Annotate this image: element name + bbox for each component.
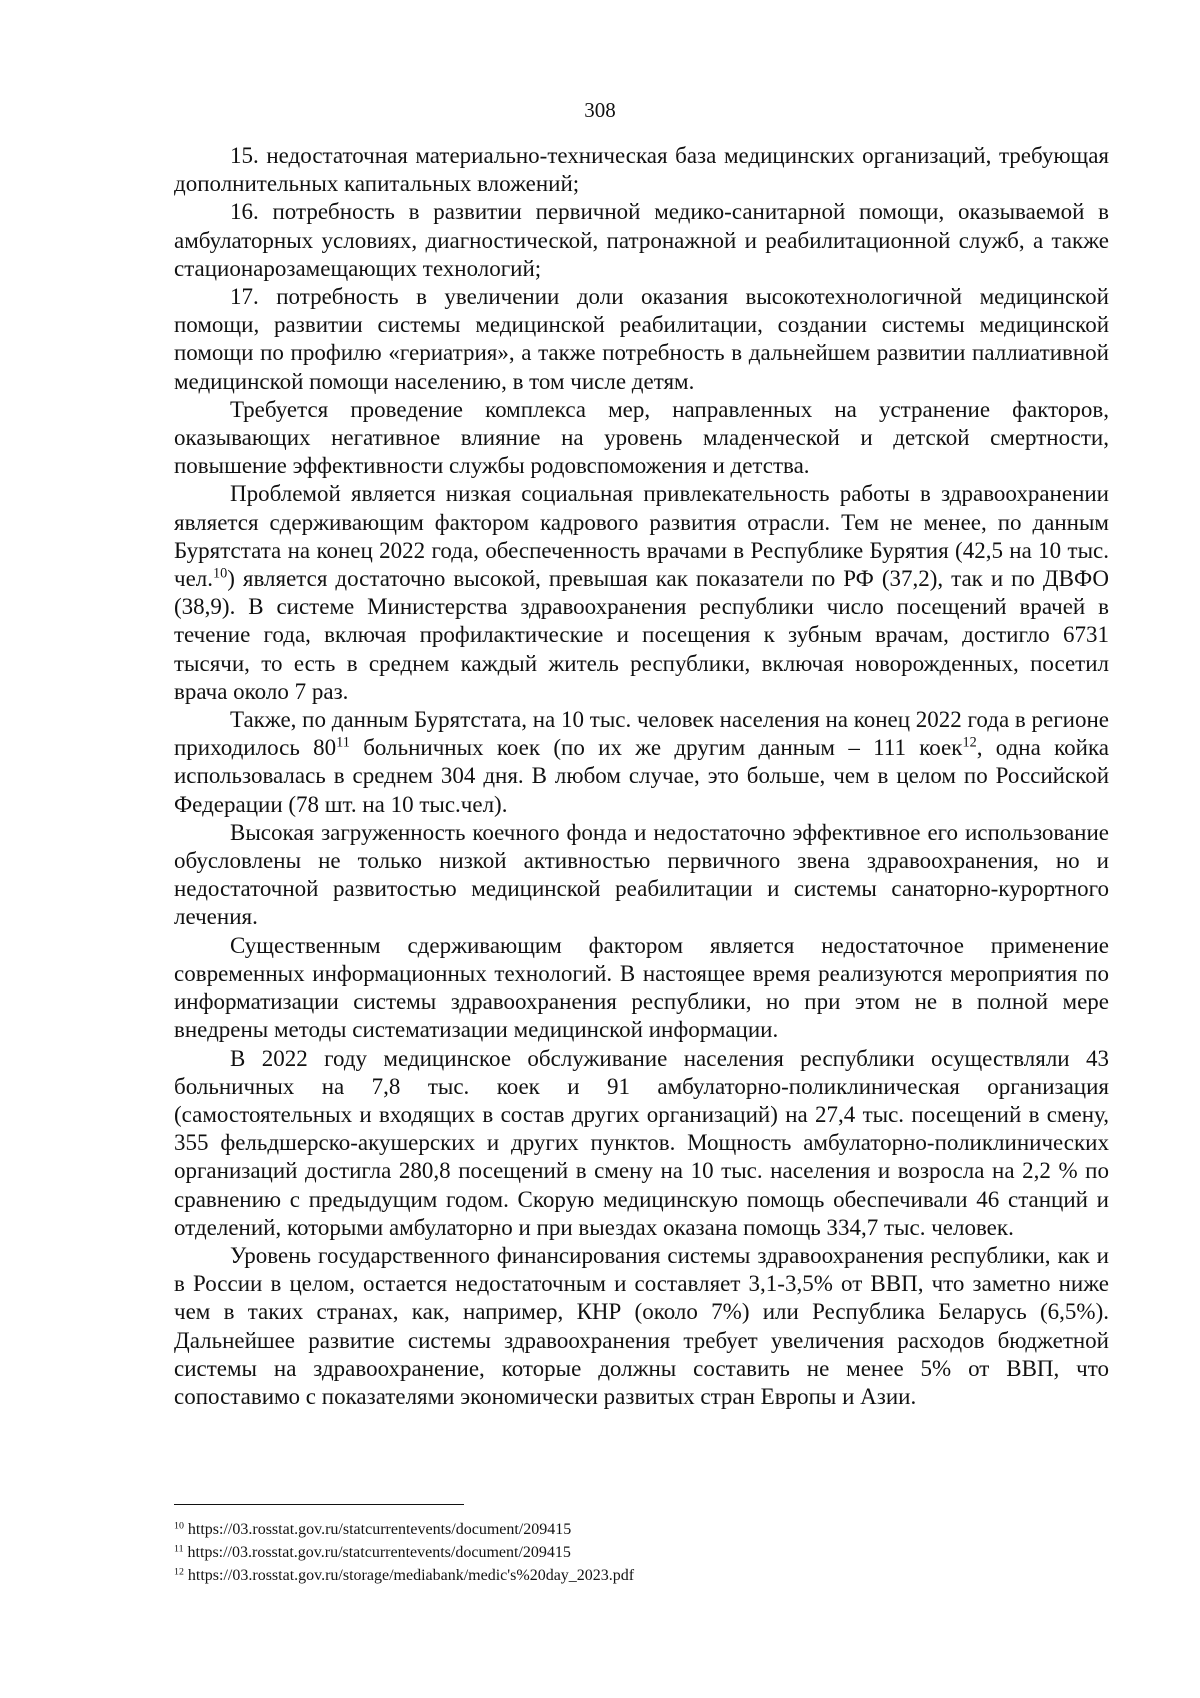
paragraph-beds-text-1: Также, по данным Бурятстата, на 10 тыс. человек населения на конец 2022 года в регионе приходилось 80 (174, 707, 1109, 761)
footnote-mark: 10 (174, 1520, 184, 1532)
paragraph-it: Существенным сдерживающим фактором является недостаточное применение современных информационных технологий. В настоящее время реализуются мероприятия по информатизации системы здравоохранения республики, но при этом не в полной мере внедрены методы систематизации медицинской информации. (174, 932, 1109, 1043)
footnote-10 (174, 1518, 1109, 1541)
paragraph-facilities-2022: В 2022 году медицинское обслуживание населения республики осуществляли 43 больничных на 7,8 тыс. коек и 91 амбулаторно-поликлиническая организация (самостоятельных и входящих в состав других организаций) на 27,4 тыс. посещений в смену, 355 фельдшерско-акушерских и других пунктов. Мощность амбулаторно-поликлинических организаций достигла 280,8 посещений в смену на 10 тыс. населения и возросла на 2,2 % по сравнению с предыдущим годом. Скорую медицинскую помощь обеспечивали 46 станций и отделений, которыми амбулаторно и при выездах оказана помощь 334,7 тыс. человек. (174, 1045, 1109, 1240)
paragraph-beds (174, 706, 1109, 819)
footnote-link[interactable]: https://03.rosstat.gov.ru/statcurrentevents/document/209415 (187, 1521, 572, 1538)
paragraph-bed-load: Высокая загруженность коечного фонда и недостаточно эффективное его использование обусловлены не только низкой активностью первичного звена здравоохранения, но и недостаточной развитостью медицинской реабилитации и системы санаторно-курортного лечения. (174, 819, 1109, 930)
footnote-link[interactable]: https://03.rosstat.gov.ru/statcurrentevents/document/209415 (187, 1544, 571, 1561)
footnote-ref-12: 12 (962, 735, 977, 751)
footnote-divider (174, 1504, 464, 1505)
paragraph-item-15: 15. недостаточная материально-техническая база медицинских организаций, требующая дополнительных капитальных вложений; (174, 143, 1109, 197)
footnote-mark: 11 (174, 1543, 184, 1555)
paragraph-item-16: 16. потребность в развитии первичной медико-санитарной помощи, оказываемой в амбулаторных условиях, диагностической, патронажной и реабилитационной служб, а также стационарозамещающих технологий; (174, 199, 1109, 281)
body-text (174, 142, 1109, 1411)
paragraph-staffing-text-1: Проблемой является низкая социальная привлекательность работы в здравоохранении является сдерживающим фактором кадрового развития отрасли. Тем не менее, по данным Бурятстата на конец 2022 года, обеспеченность врачами в Республике Бурятия (42,5 на 10 тыс. чел. (174, 481, 1109, 592)
paragraph-staffing (174, 480, 1109, 706)
footnote-link[interactable]: https://03.rosstat.gov.ru/storage/mediabank/medic's%20day_2023.pdf (187, 1567, 635, 1584)
footnote-ref-10: 10 (213, 565, 228, 582)
footnotes (174, 1518, 1109, 1587)
page-number: 308 (584, 98, 616, 122)
paragraph-measures: Требуется проведение комплекса мер, направленных на устранение факторов, оказывающих негативное влияние на уровень младенческой и детской смертности, повышение эффективности службы родовспоможения и детства. (174, 396, 1109, 479)
footnote-mark: 12 (174, 1566, 184, 1578)
paragraph-financing: Уровень государственного финансирования системы здравоохранения республики, как и в России в целом, остается недостаточным и составляет 3,1-3,5% от ВВП, что заметно ниже чем в таких странах, как, например, КНР (около 7%) или Республика Беларусь (6,5%). Дальнейшее развитие системы здравоохранения требует увеличения расходов бюджетной системы на здравоохранение, которые должны составить не менее 5% от ВВП, что сопоставимо с показателями экономически развитых стран Европы и Азии. (174, 1242, 1109, 1409)
footnote-11 (174, 1541, 1109, 1564)
paragraph-item-17: 17. потребность в увеличении доли оказания высокотехнологичной медицинской помощи, развитии системы медицинской реабилитации, создании системы медицинской помощи по профилю «гериатрия», а также потребность в дальнейшем развитии паллиативной медицинской помощи населению, в том числе детям. (174, 284, 1109, 394)
paragraph-beds-text-2: больничных коек (по их же другим данным – 111 коек (349, 735, 963, 761)
footnote-ref-11: 11 (336, 735, 350, 751)
paragraph-beds-text-3: , одна койка использовалась в среднем 304 дня. В любом случае, это больше, чем в целом по Российской Федерации (78 шт. на 10 тыс.чел). (174, 735, 1109, 817)
paragraph-staffing-text-2: ) является достаточно высокой, превышая как показатели по РФ (37,2), так и по ДВФО (38,9). В системе Министерства здравоохранения республики число посещений врачей в течение года, включая профилактические и посещения к зубным врачам, достигло 6731 тысячи, то есть в среднем каждый житель республики, включая новорожденных, посетил врача около 7 раз. (174, 566, 1109, 704)
footnote-12 (174, 1564, 1109, 1587)
